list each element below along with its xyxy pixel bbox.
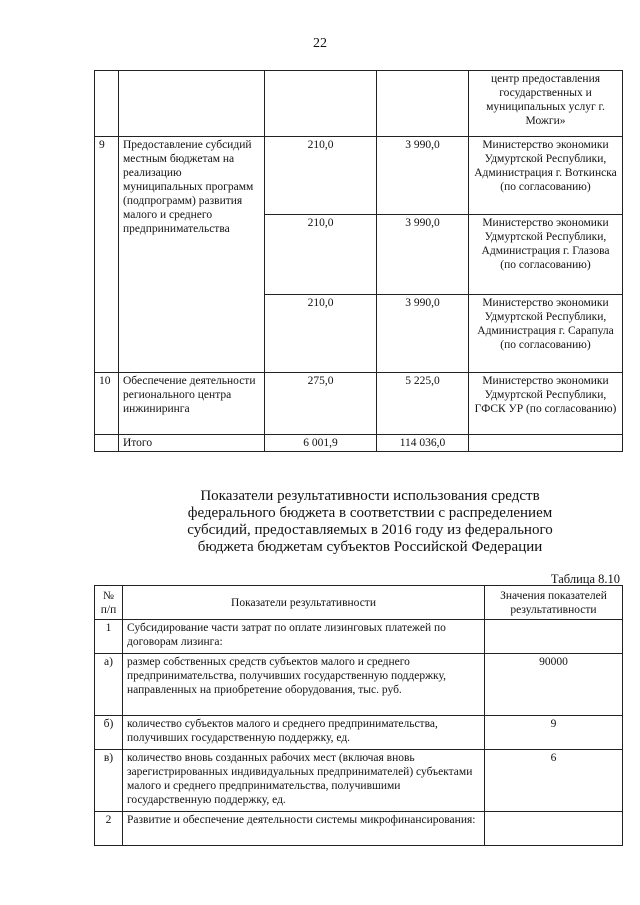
responsible-cell: Министерство экономики Удмуртской Республики, Администрация г. Воткинска (по согласованию) (469, 137, 623, 215)
table-row (95, 716, 623, 750)
table-cell (377, 71, 469, 137)
heading-line: бюджета бюджетам субъектов Российской Федерации (197, 539, 543, 555)
table-cell (95, 435, 119, 452)
row-number: 9 (95, 137, 119, 373)
responsible-cell: Министерство экономики Удмуртской Республики, Администрация г. Глазова (по согласованию) (469, 215, 623, 295)
header-value: Значения показателей результативности (485, 586, 623, 620)
page-number: 22 (313, 36, 327, 51)
indicator-text: количество вновь созданных рабочих мест (включая вновь зарегистрированных индивидуальных предпринимателей) субъектами малого и среднего предпринимательства, получившими государственную поддержку, ед. (123, 750, 485, 812)
table-cell (119, 71, 265, 137)
table-row (95, 137, 623, 215)
value-cell: 5 225,0 (377, 373, 469, 435)
heading-line: Показатели результативности использования средств (200, 488, 540, 504)
value-cell: 3 990,0 (377, 295, 469, 373)
total-label: Итого (119, 435, 265, 452)
value-cell: 210,0 (265, 137, 377, 215)
table-cell (95, 71, 119, 137)
budget-table (94, 70, 623, 452)
value-cell: 275,0 (265, 373, 377, 435)
responsible-cell: Министерство экономики Удмуртской Республики, ГФСК УР (по согласованию) (469, 373, 623, 435)
event-name: Предоставление субсидий местным бюджетам на реализацию муниципальных программ (подпрограмм) развития малого и среднего предпринимательства (119, 137, 265, 373)
responsible-cell: Министерство экономики Удмуртской Республики, Администрация г. Сарапула (по согласованию) (469, 295, 623, 373)
row-number: 1 (95, 620, 123, 654)
table-row (95, 812, 623, 846)
table-label: Таблица 8.10 (550, 572, 620, 586)
row-number: б) (95, 716, 123, 750)
value-cell: 210,0 (265, 215, 377, 295)
header-num: № п/п (95, 586, 123, 620)
indicator-value: 90000 (485, 654, 623, 716)
event-name: Обеспечение деятельности регионального центра инжиниринга (119, 373, 265, 435)
indicator-text: Развитие и обеспечение деятельности системы микрофинансирования: (123, 812, 485, 846)
heading-line: субсидий, предоставляемых в 2016 году из федерального (187, 522, 553, 538)
indicator-value (485, 812, 623, 846)
value-cell: 3 990,0 (377, 137, 469, 215)
indicator-value: 6 (485, 750, 623, 812)
table-row (95, 654, 623, 716)
indicator-text: размер собственных средств субъектов малого и среднего предпринимательства, получивших государственную поддержку, направленных на приобретение оборудования, тыс. руб. (123, 654, 485, 716)
header-indicator: Показатели результативности (123, 586, 485, 620)
indicators-table (94, 585, 623, 846)
indicator-value: 9 (485, 716, 623, 750)
table-row (95, 750, 623, 812)
indicator-text: количество субъектов малого и среднего предпринимательства, получивших государственную поддержку, ед. (123, 716, 485, 750)
table-row (95, 373, 623, 435)
header-row (95, 586, 623, 620)
row-number: в) (95, 750, 123, 812)
row-number: 10 (95, 373, 119, 435)
table-cell (469, 435, 623, 452)
section-heading (150, 488, 590, 556)
table-row (95, 71, 623, 137)
row-number: 2 (95, 812, 123, 846)
total-row (95, 435, 623, 452)
heading-line: федерального бюджета в соответствии с распределением (187, 505, 553, 521)
value-cell: 210,0 (265, 295, 377, 373)
total-value: 114 036,0 (377, 435, 469, 452)
indicator-value (485, 620, 623, 654)
value-cell: 3 990,0 (377, 215, 469, 295)
indicator-text: Субсидирование части затрат по оплате лизинговых платежей по договорам лизинга: (123, 620, 485, 654)
responsible-cell: центр предоставления государственных и муниципальных услуг г. Можги» (469, 71, 623, 137)
row-number: а) (95, 654, 123, 716)
total-value: 6 001,9 (265, 435, 377, 452)
table-cell (265, 71, 377, 137)
table-row (95, 620, 623, 654)
